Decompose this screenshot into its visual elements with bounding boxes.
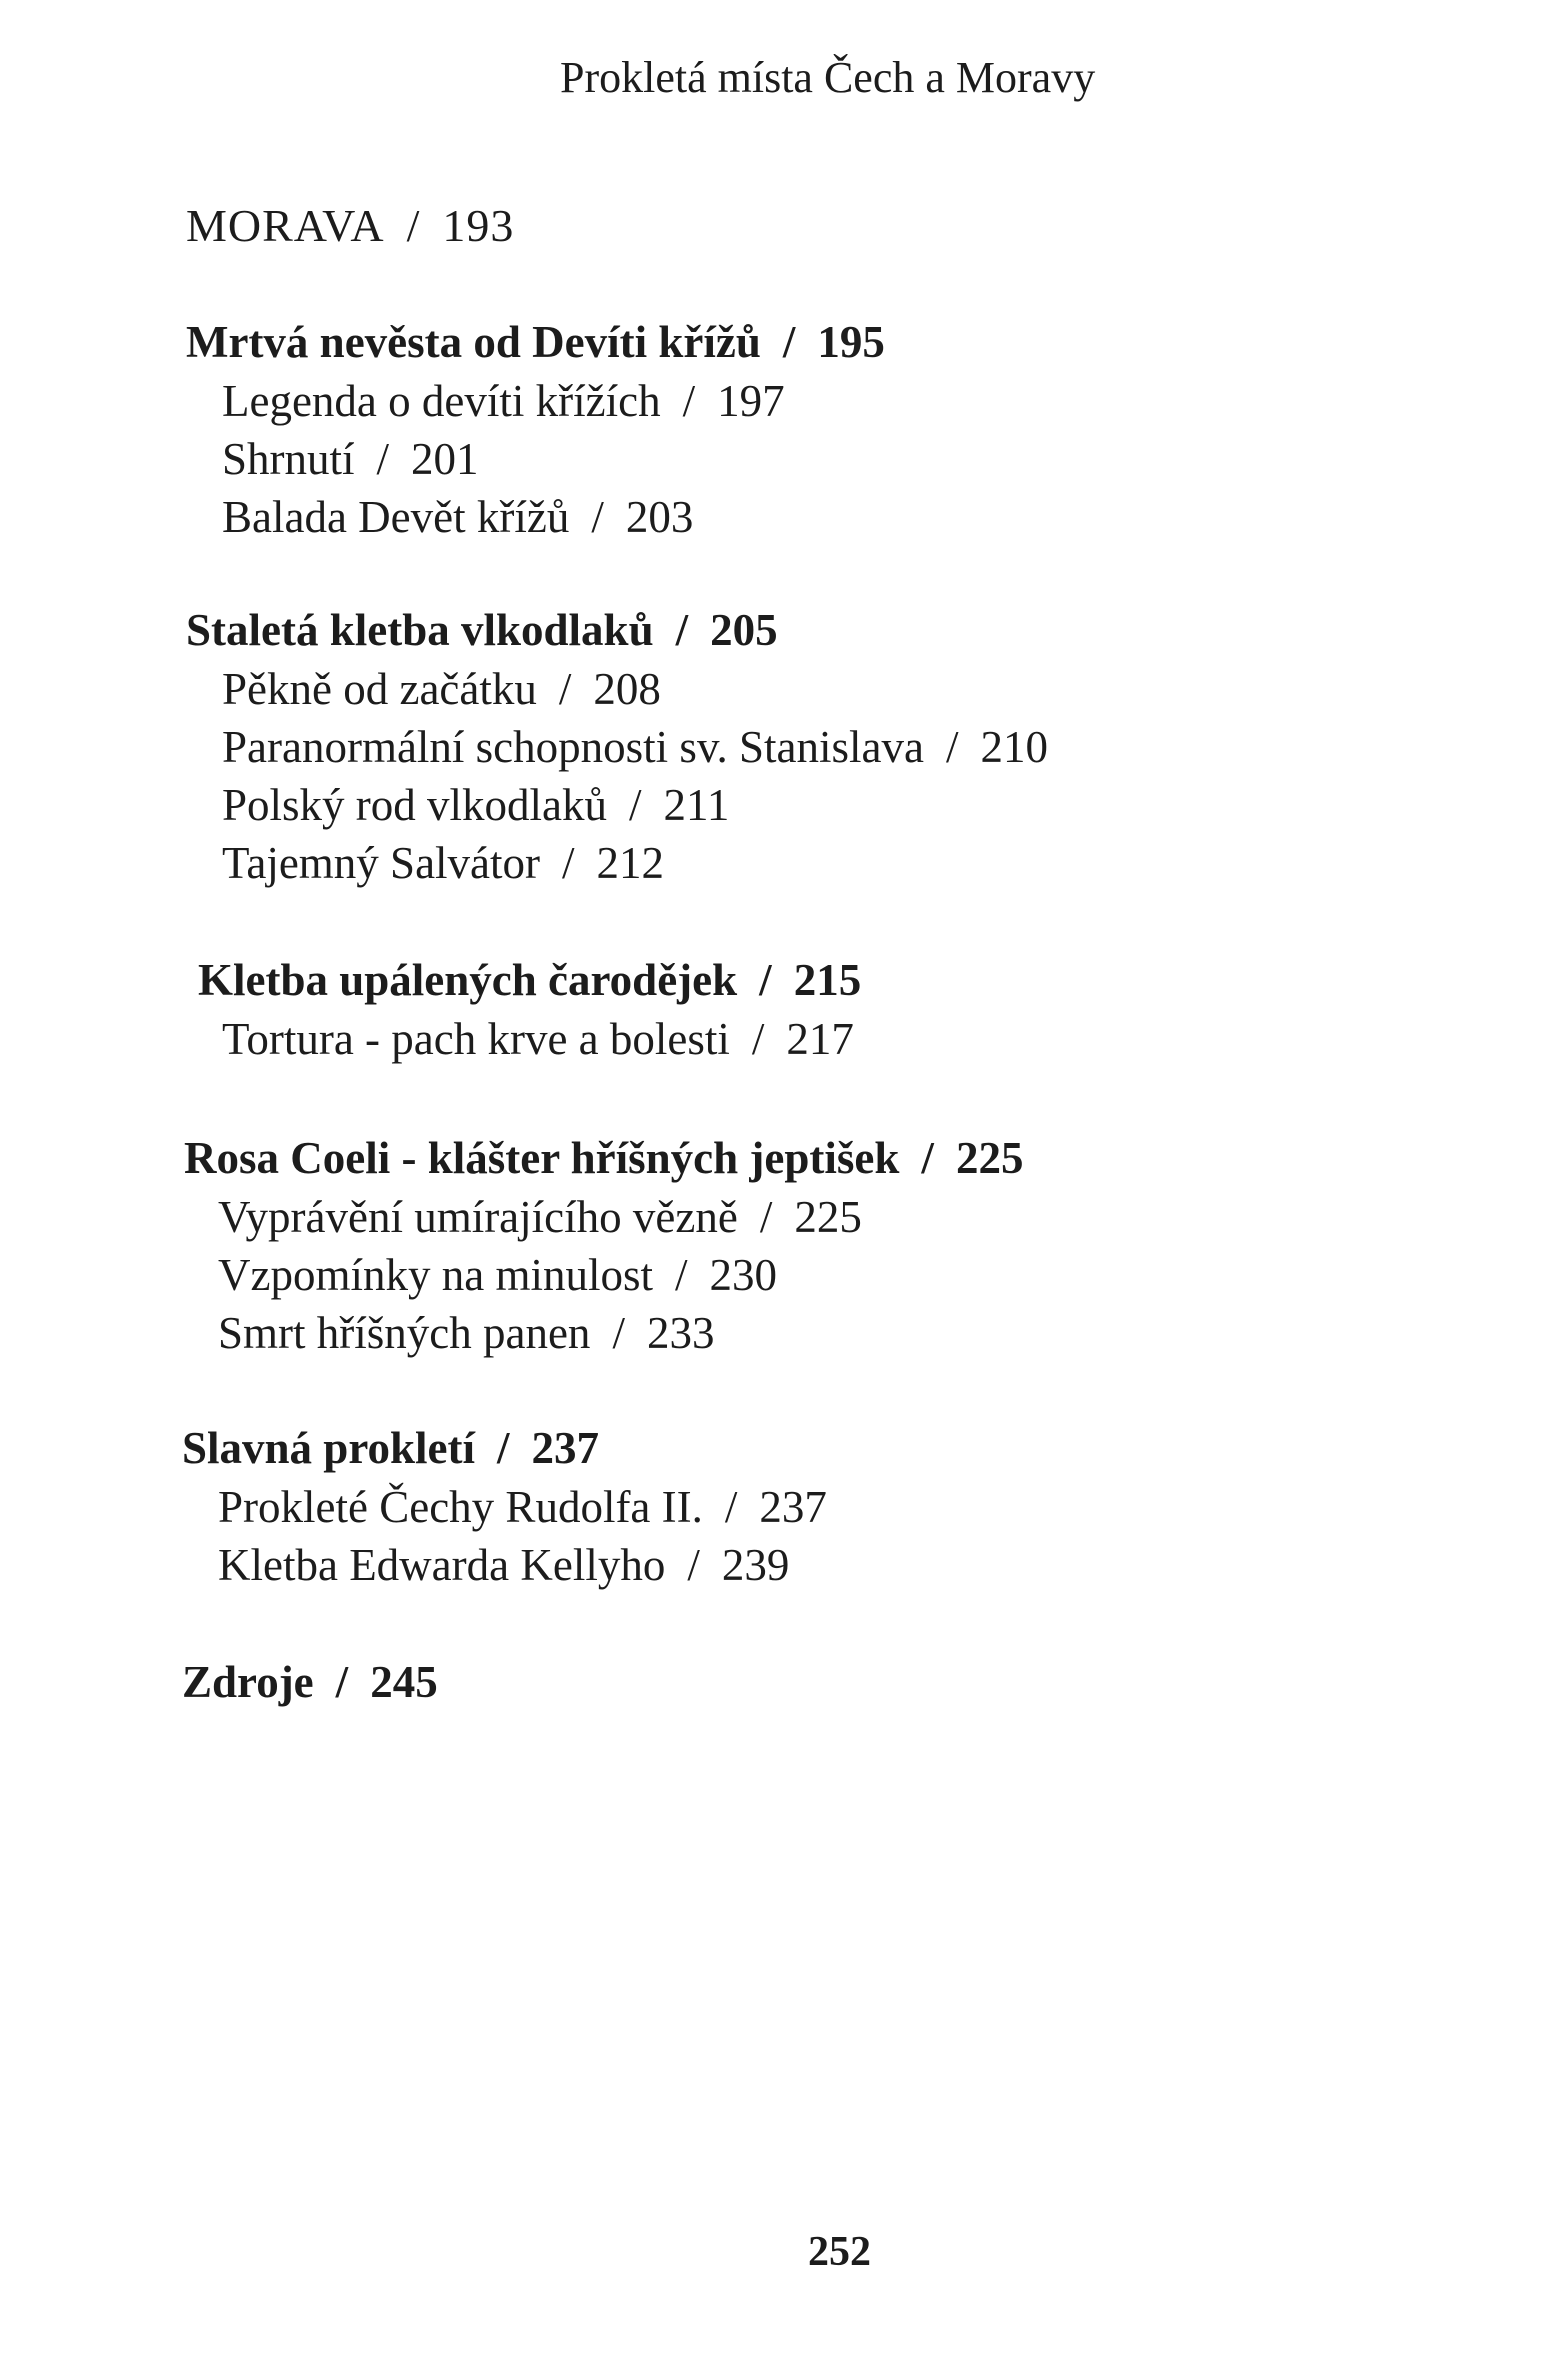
toc-subentry [218,1536,789,1594]
subentry-page: 237 [759,1482,827,1532]
chapter-page: 205 [710,605,778,655]
chapter-page: 215 [793,955,862,1005]
separator: / [406,200,421,251]
separator: / [687,1540,700,1590]
subentry-title: Legenda o devíti křížích [222,376,661,426]
separator: / [558,664,572,714]
chapter-page: 245 [370,1657,438,1707]
part-title-text: MORAVA [186,200,385,251]
chapter-title: Staletá kletba vlkodlaků [186,605,654,655]
subentry-page: 217 [786,1014,854,1064]
subentry-page: 225 [794,1192,862,1242]
subentry-title: Balada Devět křížů [222,492,570,542]
separator: / [724,1482,738,1532]
part-title [186,196,514,256]
separator: / [335,1657,349,1707]
toc-subentry [222,430,479,488]
toc-subentry [218,1304,714,1362]
toc-subentry [222,488,693,546]
toc-chapter [182,1652,438,1712]
toc-subentry [218,1246,777,1304]
subentry-title: Smrt hříšných panen [218,1308,591,1358]
subentry-title: Vzpomínky na minulost [218,1250,653,1300]
separator: / [921,1133,934,1183]
toc-chapter [182,1418,599,1478]
toc-subentry [222,776,729,834]
subentry-page: 230 [709,1250,777,1300]
running-header: Prokletá místa Čech a Moravy [560,53,1096,102]
separator: / [682,376,696,426]
separator: / [629,780,642,830]
chapter-title: Mrtvá nevěsta od Devíti křížů [186,317,761,367]
subentry-title: Paranormální schopnosti sv. Stanislava [222,722,924,772]
separator: / [376,434,390,484]
subentry-title: Kletba Edwarda Kellyho [218,1540,666,1590]
separator: / [759,955,772,1005]
subentry-title: Pěkně od začátku [222,664,537,714]
separator: / [591,492,604,542]
subentry-title: Tortura - pach krve a bolesti [222,1014,730,1064]
toc-chapter [198,950,861,1010]
toc-subentry [222,660,661,718]
subentry-page: 210 [980,722,1048,772]
subentry-page: 239 [721,1540,790,1590]
separator: / [751,1014,765,1064]
subentry-page: 208 [593,664,661,714]
chapter-page: 195 [817,317,885,367]
toc-subentry [222,372,785,430]
toc-chapter [184,1128,1023,1188]
subentry-page: 233 [646,1308,715,1358]
subentry-title: Polský rod vlkodlaků [222,780,608,830]
subentry-title: Shrnutí [222,434,355,484]
chapter-title: Kletba upálených čarodějek [198,955,738,1005]
separator: / [945,722,959,772]
toc-subentry [222,718,1048,776]
subentry-title: Vyprávění umírajícího vězně [218,1192,738,1242]
part-page: 193 [442,200,515,251]
chapter-page: 237 [531,1423,599,1473]
separator: / [562,838,575,888]
chapter-page: 225 [955,1133,1024,1183]
page-number: 252 [808,2229,871,2275]
subentry-page: 201 [411,434,479,484]
separator: / [675,605,689,655]
separator: / [496,1423,510,1473]
separator: / [782,317,796,367]
subentry-title: Prokleté Čechy Rudolfa II. [218,1482,703,1532]
subentry-page: 203 [625,492,694,542]
toc-subentry [222,834,664,892]
subentry-title: Tajemný Salvátor [222,838,541,888]
toc-chapter [186,312,885,372]
separator: / [759,1192,773,1242]
subentry-page: 212 [596,838,665,888]
separator: / [612,1308,625,1358]
toc-subentry [222,1010,854,1068]
chapter-title: Zdroje [182,1657,314,1707]
subentry-page: 197 [717,376,785,426]
toc-chapter [186,600,778,660]
toc-subentry [218,1478,827,1536]
chapter-title: Rosa Coeli - klášter hříšných jeptišek [184,1133,900,1183]
chapter-title: Slavná prokletí [182,1423,475,1473]
subentry-page: 211 [663,780,730,830]
separator: / [674,1250,688,1300]
toc-subentry [218,1188,862,1246]
